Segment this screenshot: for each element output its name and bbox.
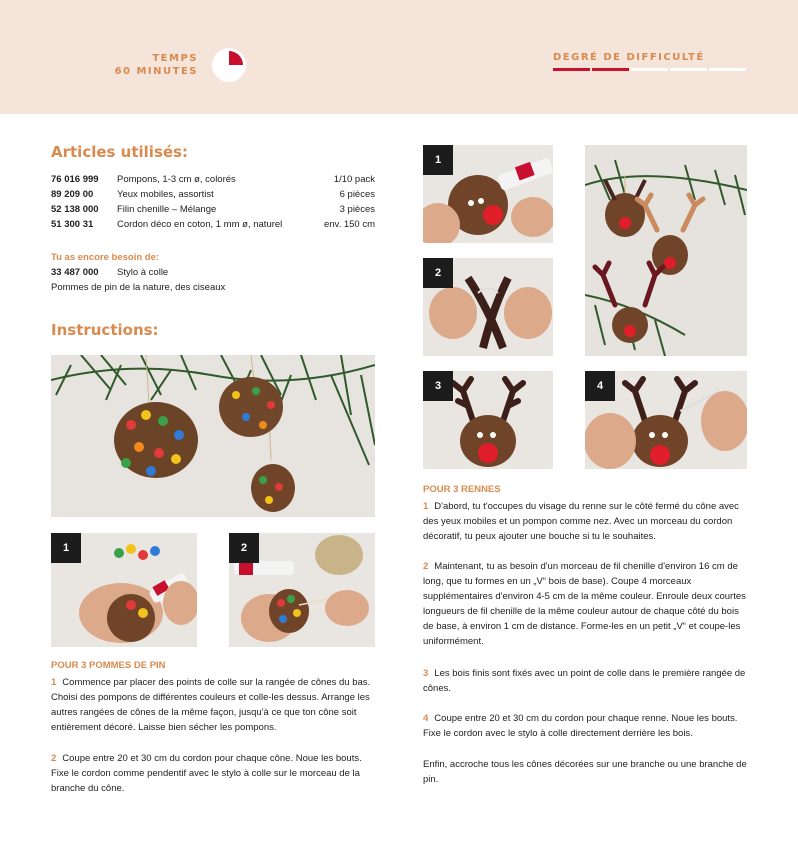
extra-items [51,266,225,295]
difficulty-segment [553,68,590,71]
extra-code: 33 487 000 [51,267,99,278]
reindeer-step-4 [423,711,747,741]
step-badge: 1 [423,145,453,175]
material-name: Yeux mobiles, assortist [117,189,214,200]
step-number: 1 [423,501,429,512]
material-name: Pompons, 1-3 cm ø, colorés [117,174,236,185]
pine-step-1 [51,675,375,735]
material-row [51,174,375,189]
step-number: 1 [51,677,57,688]
material-row [51,189,375,204]
step-text: Coupe entre 20 et 30 cm du cordon pour chaque cône. Noue les bouts. Fixe le cordon comme pendentif avec le stylo à colle sur le morceau de la branche du cône. [51,753,362,794]
step-badge: 3 [423,371,453,401]
material-qty: 3 pièces [339,204,375,215]
step-text: Maintenant, tu as besoin d'un morceau de fil chenille d'environ 16 cm de long, que tu formes en un „V“ bois de base). Coupe 4 morceaux supplémentaires d'environ 4-5 cm de la même couleur. Enroule deux courtes longueurs de fil chenille de la même couleur autour de chaque côté du bois de base, à environ 1 cm de distance. Forme-les en un petit „V“ et coupe-les uniformément. [423,561,746,647]
step-number: 4 [423,713,429,724]
material-code: 89 209 00 [51,189,94,200]
pine-section-title: POUR 3 POMMES DE PIN [51,660,166,671]
difficulty-meter [553,68,746,71]
pine-step-2 [51,751,375,796]
time-label: TEMPS [152,53,198,64]
material-row [51,219,375,234]
extra-name: Stylo à colle [117,267,169,278]
reindeer-section-title: POUR 3 RENNES [423,484,501,495]
difficulty-segment [709,68,746,71]
difficulty-segment [592,68,629,71]
extra-title: Tu as encore besoin de: [51,252,160,263]
material-name: Filin chenille – Mélange [117,204,217,215]
step-text: Coupe entre 20 et 30 cm du cordon pour chaque renne. Noue les bouts. Fixe le cordon avec le stylo à colle directement derrière les bois. [423,713,738,739]
reindeer-step-3-photo [423,371,553,469]
step-text: D'abord, tu t'occupes du visage du renne sur le côté fermé du cône avec des yeux mobiles et un pompon comme nez. Avec un morceau du cordon décoratif, tu peux ajouter une bouche si tu le souhaites. [423,501,739,542]
difficulty-segment [670,68,707,71]
step-badge: 2 [423,258,453,288]
reindeer-step-3 [423,666,747,696]
difficulty-segment [631,68,668,71]
materials-title: Articles utilisés: [51,143,188,161]
material-name: Cordon déco en coton, 1 mm ø, naturel [117,219,283,230]
reindeer-step-1-photo [423,145,553,243]
material-code: 76 016 999 [51,174,99,185]
reindeer-step-2 [423,559,747,649]
reindeer-final-step: Enfin, accroche tous les cônes décorées sur une branche ou une branche de pin. [423,759,747,785]
reindeer-hero-photo [585,145,747,356]
reindeer-step-1 [423,499,747,544]
time-value: 60 MINUTES [114,66,198,77]
materials-table [51,174,375,234]
time-info [115,52,198,78]
step-badge: 2 [229,533,259,563]
material-row [51,204,375,219]
pine-step-2-photo [229,533,375,647]
material-qty: 1/10 pack [333,174,375,185]
step-badge: 4 [585,371,615,401]
clock-icon [212,48,246,82]
material-code: 51 300 31 [51,219,94,230]
header-band [0,0,798,114]
difficulty-label: DEGRÉ DE DIFFICULTÉ [553,52,705,63]
step-text: Commence par placer des points de colle sur la rangée de cônes du bas. Choisi des pompons de différentes couleurs et colle-les dessus. Arrange les autres rangées de cônes de la même façon, jusqu'à ce que ton cône soit entièrement décoré. Laisse bien sécher les pompons. [51,677,371,733]
pinecone-hero-photo [51,355,375,517]
pine-step-1-photo [51,533,197,647]
material-code: 52 138 000 [51,204,99,215]
reindeer-step-2-photo [423,258,553,356]
step-number: 3 [423,668,429,679]
step-number: 2 [423,561,429,572]
material-qty: 6 pièces [339,189,375,200]
step-badge: 1 [51,533,81,563]
material-qty: env. 150 cm [323,219,375,230]
instructions-title: Instructions: [51,321,159,339]
extra-line: Pommes de pin de la nature, des ciseaux [51,281,226,293]
step-number: 2 [51,753,57,764]
reindeer-step-4-photo [585,371,747,469]
step-text: Les bois finis sont fixés avec un point de colle dans le première rangée de cônes. [423,668,746,694]
